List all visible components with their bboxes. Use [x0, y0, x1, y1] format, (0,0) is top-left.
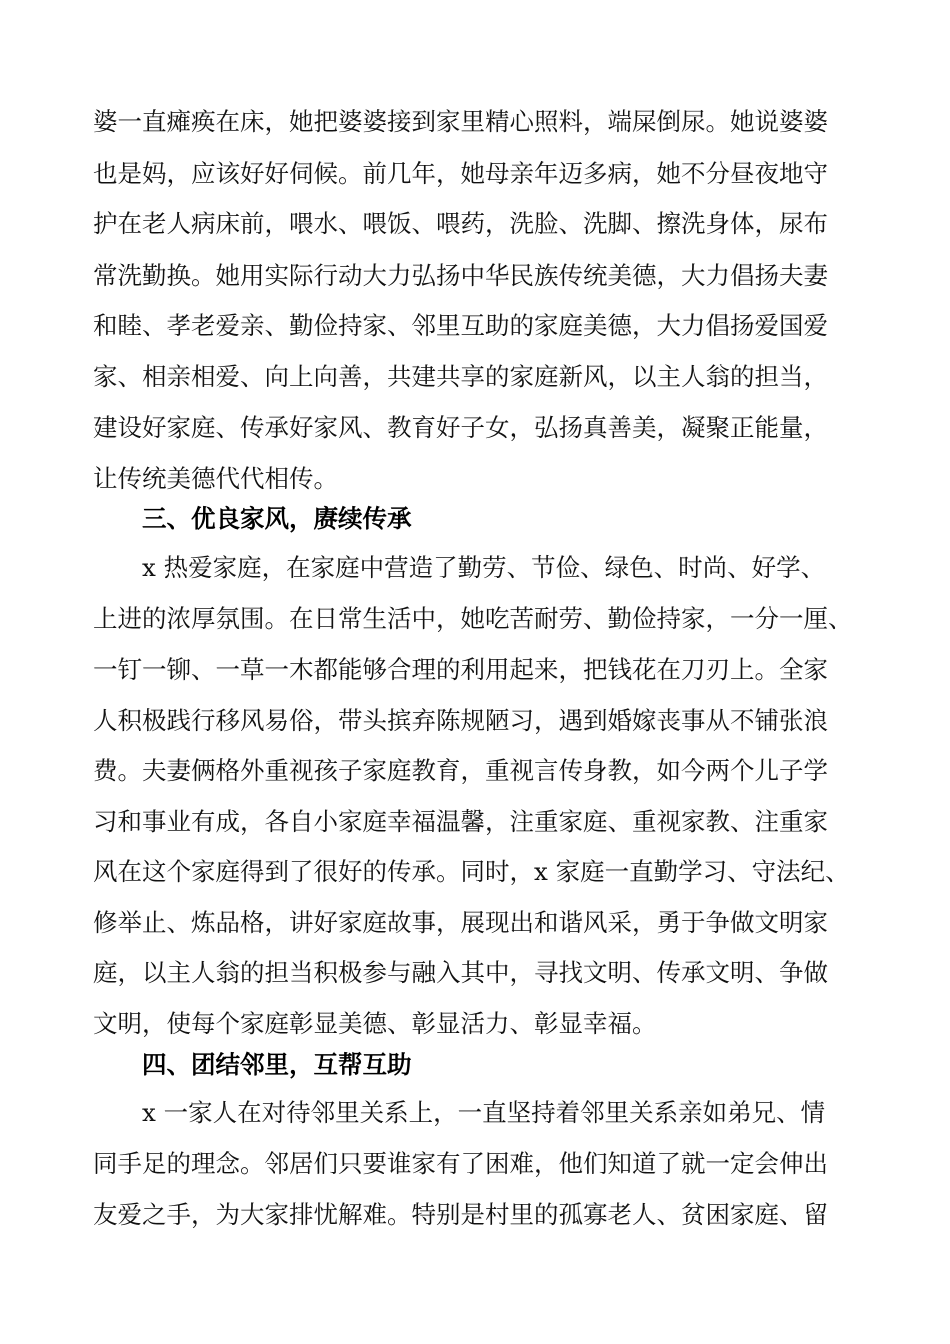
- paragraph-line: 和睦、孝老爱亲、勤俭持家、邻里互助的家庭美德，大力倡扬爱国爱: [93, 311, 828, 340]
- paragraph-line: 让传统美德代代相传。: [93, 464, 338, 493]
- paragraph-line: 费。夫妻俩格外重视孩子家庭教育，重视言传身教，如今两个儿子学: [93, 756, 828, 785]
- paragraph-line: 习和事业有成，各自小家庭幸福温馨，注重家庭、重视家教、注重家: [93, 807, 828, 836]
- paragraph-line: 友爱之手，为大家排忧解难。特别是村里的孤寡老人、贫困家庭、留: [93, 1200, 828, 1229]
- paragraph-line: 风在这个家庭得到了很好的传承。同时，x 家庭一直勤学习、守法纪、: [93, 857, 850, 886]
- paragraph-line: 护在老人病床前，喂水、喂饭、喂药，洗脸、洗脚、擦洗身体，尿布: [93, 209, 828, 238]
- section-heading-3: 三、优良家风，赓续传承: [142, 504, 412, 533]
- paragraph-line: 上进的浓厚氛围。在日常生活中，她吃苦耐劳、勤俭持家，一分一厘、: [93, 604, 853, 633]
- paragraph-line: 同手足的理念。邻居们只要谁家有了困难，他们知道了就一定会伸出: [93, 1149, 828, 1178]
- paragraph-line: 文明，使每个家庭彰显美德、彰显活力、彰显幸福。: [93, 1009, 657, 1038]
- paragraph-line: 也是妈，应该好好伺候。前几年，她母亲年迈多病，她不分昼夜地守: [93, 159, 828, 188]
- paragraph-line: x 一家人在对待邻里关系上，一直坚持着邻里关系亲如弟兄、情: [142, 1098, 826, 1127]
- paragraph-line: 庭，以主人翁的担当积极参与融入其中，寻找文明、传承文明、争做: [93, 958, 828, 987]
- paragraph-line: 建设好家庭、传承好家风、教育好子女，弘扬真善美，凝聚正能量，: [93, 413, 828, 442]
- section-heading-4: 四、团结邻里，互帮互助: [142, 1050, 412, 1079]
- paragraph-line: 婆一直瘫痪在床，她把婆婆接到家里精心照料，端屎倒尿。她说婆婆: [93, 107, 828, 136]
- paragraph-line: 常洗勤换。她用实际行动大力弘扬中华民族传统美德，大力倡扬夫妻: [93, 261, 828, 290]
- paragraph-line: x 热爱家庭，在家庭中营造了勤劳、节俭、绿色、时尚、好学、: [142, 553, 826, 582]
- paragraph-line: 家、相亲相爱、向上向善，共建共享的家庭新风，以主人翁的担当，: [93, 362, 828, 391]
- paragraph-line: 一钉一铆、一草一木都能够合理的利用起来，把钱花在刀刃上。全家: [93, 655, 828, 684]
- paragraph-line: 人积极践行移风易俗，带头摈弃陈规陋习，遇到婚嫁丧事从不铺张浪: [93, 706, 828, 735]
- paragraph-line: 修举止、炼品格，讲好家庭故事，展现出和谐风采，勇于争做文明家: [93, 908, 828, 937]
